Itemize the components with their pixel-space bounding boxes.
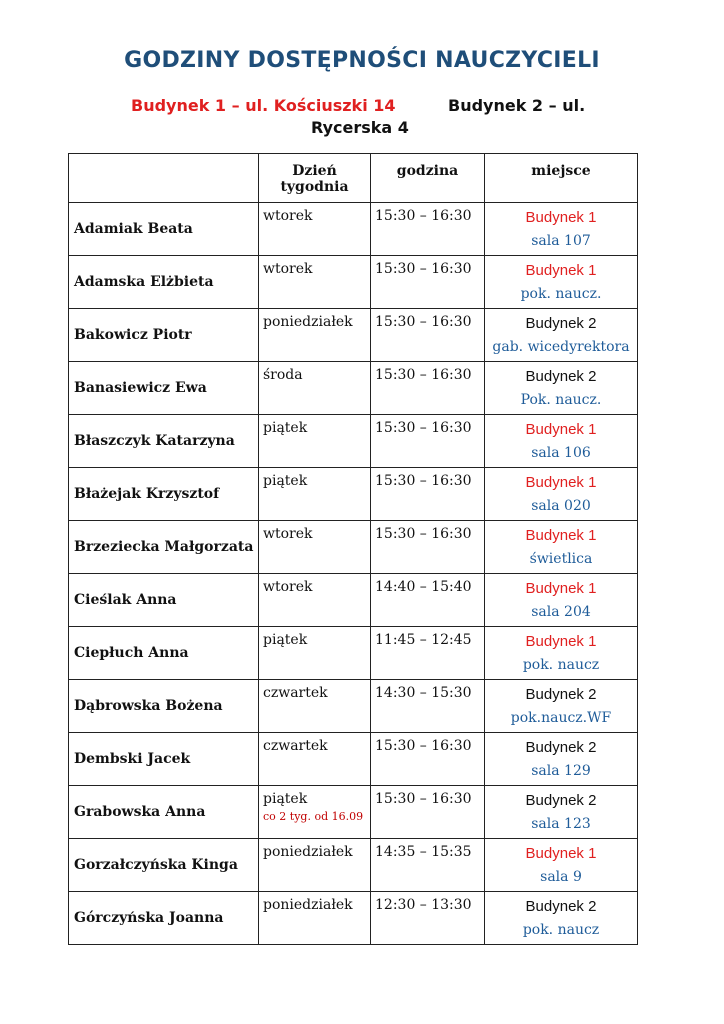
room-label: pok. naucz xyxy=(522,657,600,673)
teacher-name: Cieślak Anna xyxy=(69,574,259,627)
header-hours: godzina xyxy=(371,154,485,203)
building-1-address: Budynek 1 – ul. Kościuszki 14 xyxy=(131,96,396,115)
place-cell xyxy=(485,680,638,733)
place-cell xyxy=(485,362,638,415)
day-cell xyxy=(259,309,371,362)
table-row xyxy=(69,892,638,945)
teacher-name: Górczyńska Joanna xyxy=(69,892,259,945)
day-cell xyxy=(259,256,371,309)
day-cell xyxy=(259,203,371,256)
weekday: czwartek xyxy=(263,738,328,754)
room-label: świetlica xyxy=(529,551,593,567)
header-day: Dzień tygodnia xyxy=(259,154,371,203)
room-label: Pok. naucz. xyxy=(520,392,602,408)
table-row xyxy=(69,203,638,256)
day-cell xyxy=(259,362,371,415)
place-cell xyxy=(485,256,638,309)
room-label: sala 107 xyxy=(531,233,591,249)
hours-cell: 15:30 – 16:30 xyxy=(371,362,485,415)
day-note: co 2 tyg. od 16.09 xyxy=(263,810,364,823)
building-label: Budynek 2 xyxy=(525,739,597,756)
table-row xyxy=(69,256,638,309)
room-label: pok. naucz. xyxy=(520,286,602,302)
place-cell xyxy=(485,627,638,680)
place-cell xyxy=(485,733,638,786)
hours-cell: 15:30 – 16:30 xyxy=(371,203,485,256)
day-cell xyxy=(259,468,371,521)
table-row xyxy=(69,468,638,521)
day-cell xyxy=(259,627,371,680)
teacher-name: Błaszczyk Katarzyna xyxy=(69,415,259,468)
day-cell xyxy=(259,415,371,468)
room-label: sala 020 xyxy=(531,498,591,514)
hours-cell: 15:30 – 16:30 xyxy=(371,468,485,521)
building-label: Budynek 1 xyxy=(525,209,597,226)
weekday: poniedziałek xyxy=(263,844,353,860)
teacher-name: Gorzałczyńska Kinga xyxy=(69,839,259,892)
weekday: wtorek xyxy=(263,261,313,277)
room-label: gab. wicedyrektora xyxy=(492,339,630,355)
hours-cell: 15:30 – 16:30 xyxy=(371,733,485,786)
hours-cell: 14:35 – 15:35 xyxy=(371,839,485,892)
table-row xyxy=(69,786,638,839)
weekday: wtorek xyxy=(263,526,313,542)
teacher-name: Banasiewicz Ewa xyxy=(69,362,259,415)
place-cell xyxy=(485,415,638,468)
teacher-name: Brzeziecka Małgorzata xyxy=(69,521,259,574)
hours-cell: 15:30 – 16:30 xyxy=(371,415,485,468)
weekday: poniedziałek xyxy=(263,897,353,913)
teacher-name: Ciepłuch Anna xyxy=(69,627,259,680)
table-row xyxy=(69,627,638,680)
header-place: miejsce xyxy=(485,154,638,203)
day-cell xyxy=(259,733,371,786)
day-cell xyxy=(259,521,371,574)
weekday: wtorek xyxy=(263,208,313,224)
teacher-name: Adamiak Beata xyxy=(69,203,259,256)
hours-cell: 11:45 – 12:45 xyxy=(371,627,485,680)
building-label: Budynek 1 xyxy=(525,474,597,491)
building-label: Budynek 2 xyxy=(525,898,597,915)
hours-cell: 14:30 – 15:30 xyxy=(371,680,485,733)
weekday: piątek xyxy=(263,473,308,489)
place-cell xyxy=(485,839,638,892)
weekday: środa xyxy=(263,367,303,383)
weekday: piątek xyxy=(263,791,308,807)
availability-table xyxy=(68,153,638,945)
table-header-row xyxy=(69,154,638,203)
place-cell xyxy=(485,521,638,574)
table-row xyxy=(69,521,638,574)
table-row xyxy=(69,680,638,733)
building-label: Budynek 1 xyxy=(525,580,597,597)
day-cell xyxy=(259,839,371,892)
day-cell xyxy=(259,680,371,733)
teacher-name: Adamska Elżbieta xyxy=(69,256,259,309)
building-2-address-line1: Budynek 2 – ul. xyxy=(448,96,586,115)
table-row xyxy=(69,362,638,415)
teacher-name: Grabowska Anna xyxy=(69,786,259,839)
table-row xyxy=(69,309,638,362)
table-row xyxy=(69,839,638,892)
hours-cell: 15:30 – 16:30 xyxy=(371,786,485,839)
building-label: Budynek 2 xyxy=(525,315,597,332)
weekday: poniedziałek xyxy=(263,314,353,330)
table-row xyxy=(69,415,638,468)
place-cell xyxy=(485,892,638,945)
room-label: sala 123 xyxy=(531,816,591,832)
day-cell xyxy=(259,786,371,839)
place-cell xyxy=(485,574,638,627)
header-name xyxy=(69,154,259,203)
building-label: Budynek 1 xyxy=(525,633,597,650)
day-cell xyxy=(259,892,371,945)
building-label: Budynek 1 xyxy=(525,421,597,438)
building-label: Budynek 2 xyxy=(525,686,597,703)
weekday: piątek xyxy=(263,632,308,648)
hours-cell: 12:30 – 13:30 xyxy=(371,892,485,945)
weekday: wtorek xyxy=(263,579,313,595)
hours-cell: 14:40 – 15:40 xyxy=(371,574,485,627)
teacher-name: Dembski Jacek xyxy=(69,733,259,786)
day-cell xyxy=(259,574,371,627)
room-label: sala 129 xyxy=(531,763,591,779)
place-cell xyxy=(485,786,638,839)
room-label: pok. naucz xyxy=(522,922,600,938)
hours-cell: 15:30 – 16:30 xyxy=(371,521,485,574)
room-label: sala 106 xyxy=(531,445,591,461)
place-cell xyxy=(485,309,638,362)
building-label: Budynek 2 xyxy=(525,368,597,385)
teacher-name: Dąbrowska Bożena xyxy=(69,680,259,733)
table-row xyxy=(69,733,638,786)
teacher-name: Bakowicz Piotr xyxy=(69,309,259,362)
place-cell xyxy=(485,468,638,521)
building-label: Budynek 1 xyxy=(525,262,597,279)
hours-cell: 15:30 – 16:30 xyxy=(371,256,485,309)
table-row xyxy=(69,574,638,627)
teacher-name: Błażejak Krzysztof xyxy=(69,468,259,521)
weekday: piątek xyxy=(263,420,308,436)
building-label: Budynek 1 xyxy=(525,527,597,544)
place-cell xyxy=(485,203,638,256)
room-label: sala 204 xyxy=(531,604,591,620)
building-label: Budynek 2 xyxy=(525,792,597,809)
room-label: pok.naucz.WF xyxy=(510,710,612,726)
hours-cell: 15:30 – 16:30 xyxy=(371,309,485,362)
building-label: Budynek 1 xyxy=(525,845,597,862)
room-label: sala 9 xyxy=(540,869,582,885)
weekday: czwartek xyxy=(263,685,328,701)
page-title: GODZINY DOSTĘPNOŚCI NAUCZYCIELI xyxy=(124,48,600,73)
building-2-address-line2: Rycerska 4 xyxy=(311,118,409,137)
